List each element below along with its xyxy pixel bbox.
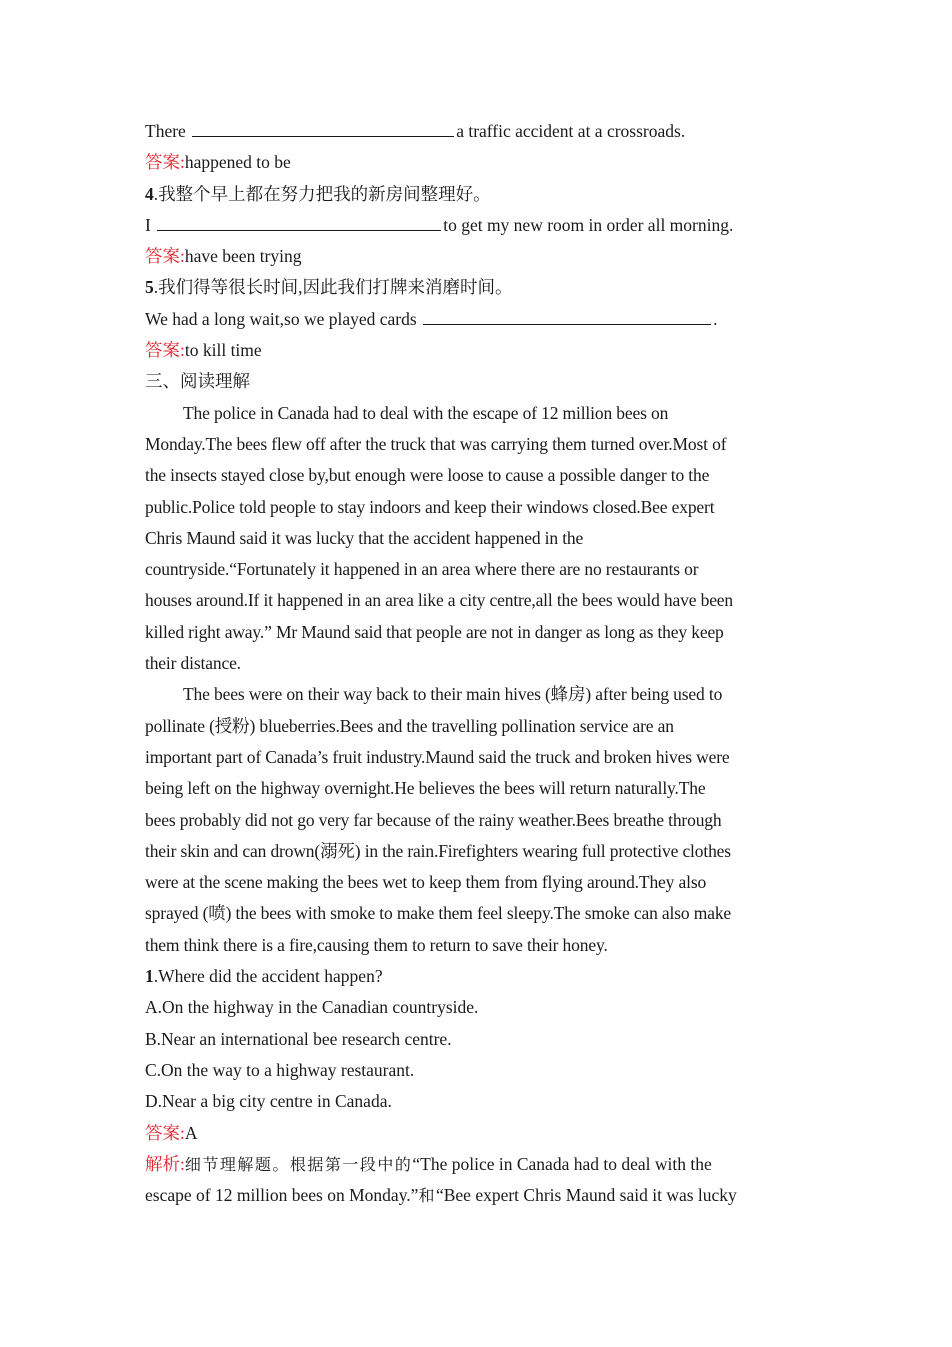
passage-line: The police in Canada had to deal with the escape of 12 million bees on [183,402,669,423]
section-heading: 三、阅读理解 [145,371,250,392]
passage-line: bees probably did not go very far because of the rainy weather.Bees breathe through [145,809,722,830]
q4-number: 4 [145,183,154,204]
q5-prompt-line [145,272,810,303]
q4-answer-text: have been trying [184,246,302,267]
q5-prompt: .我们得等很长时间,因此我们打牌来消磨时间。 [153,277,513,298]
passage-line: houses around.If it happened in an area like a city centre,all the bees would have been [145,590,734,611]
rq1-option-d[interactable]: D.Near a big city centre in Canada. [145,1091,392,1112]
rq1-option-c[interactable]: C.On the way to a highway restaurant. [145,1059,415,1080]
rq1-analysis-intro: 细节理解题。根据第一段中的 [184,1154,413,1174]
q4-answer-blank[interactable] [157,212,441,231]
passage-paragraph-2 [145,679,810,961]
q3-after-text: a traffic accident at a crossroads. [456,121,686,141]
rq1-analysis-quote-2: “Bee expert Chris Maund said it was lucky [435,1185,737,1206]
q5-number: 5 [145,277,154,298]
q3-answer-label: 答案 [145,152,180,173]
q4-prompt-line [145,179,810,210]
q3-answer-line [145,147,810,178]
rq1-analysis-quote-1-end: escape of 12 million bees on Monday.” [145,1185,419,1206]
passage-line: their distance. [145,653,241,674]
rq1-number: 1 [145,966,154,987]
passage-line: them think there is a fire,causing them to return to save their honey. [145,934,608,955]
q3-sentence [145,116,810,147]
passage-line: The bees were on their way back to their main hives (蜂房) after being used to [183,684,723,705]
rq1-question [145,961,810,992]
q3-before-text: There [145,121,186,141]
q5-sentence [145,304,810,335]
passage-line: pollinate (授粉) blueberries.Bees and the travelling pollination service are an [145,715,674,736]
q4-before-text: I [145,214,151,235]
rq1-analysis-line-1 [145,1149,810,1180]
passage-line: being left on the highway overnight.He believes the bees will return naturally.The [145,778,706,799]
q4-after-text: to get my new room in order all morning. [443,214,734,235]
q3-answer-sep: : [180,152,185,173]
passage-line: public.Police told people to stay indoors and keep their windows closed.Bee expert [145,496,715,517]
rq1-answer-label: 答案 [145,1122,180,1143]
q5-answer-blank[interactable] [423,306,711,325]
passage-line: their skin and can drown(溺死) in the rain.Firefighters wearing full protective clothes [145,840,731,861]
q4-answer-label: 答案 [145,246,180,267]
q5-answer-label: 答案 [145,340,180,361]
q5-answer-sep: : [180,340,185,361]
q4-answer-line [145,241,810,272]
q4-prompt: .我整个早上都在努力把我的新房间整理好。 [153,183,491,204]
rq1-answer-text: A [184,1122,198,1143]
passage-line: Monday.The bees flew off after the truck that was carrying them turned over.Most of [145,433,727,454]
rq1-analysis-sep: : [180,1153,185,1174]
q3-answer-text: happened to be [184,152,291,173]
passage-line: were at the scene making the bees wet to keep them from flying around.They also [145,872,707,893]
passage-line: Chris Maund said it was lucky that the accident happened in the [145,527,584,548]
q5-after-text: . [713,308,718,329]
rq1-analysis-line-2 [145,1180,810,1211]
q4-answer-sep: : [180,246,185,267]
rq1-analysis-quote-1: “The police in Canada had to deal with the [412,1153,712,1174]
rq1-answer-line [145,1118,810,1149]
q5-answer-text: to kill time [184,340,262,361]
rq1-option-b[interactable]: B.Near an international bee research centre. [145,1028,452,1049]
q4-sentence [145,210,810,241]
rq1-analysis-label: 解析 [145,1153,180,1174]
worksheet-page [145,116,810,1211]
q3-answer-blank[interactable] [192,118,454,137]
q5-before-text: We had a long wait,so we played cards [145,308,417,329]
passage-line: sprayed (喷) the bees with smoke to make them feel sleepy.The smoke can also make [145,903,732,924]
rq1-question-text: .Where did the accident happen? [153,966,383,987]
rq1-option-a[interactable]: A.On the highway in the Canadian countryside. [145,997,479,1018]
passage-line: the insects stayed close by,but enough were loose to cause a possible danger to the [145,465,710,486]
passage-line: killed right away.” Mr Maund said that people are not in danger as long as they keep [145,621,724,642]
passage-line: countryside.“Fortunately it happened in an area where there are no restaurants or [145,559,699,580]
rq1-analysis-and: 和 [418,1186,436,1206]
q5-answer-line [145,335,810,366]
passage-line: important part of Canada’s fruit industry.Maund said the truck and broken hives were [145,746,730,767]
passage-paragraph-1 [145,398,810,680]
rq1-answer-sep: : [180,1122,185,1143]
